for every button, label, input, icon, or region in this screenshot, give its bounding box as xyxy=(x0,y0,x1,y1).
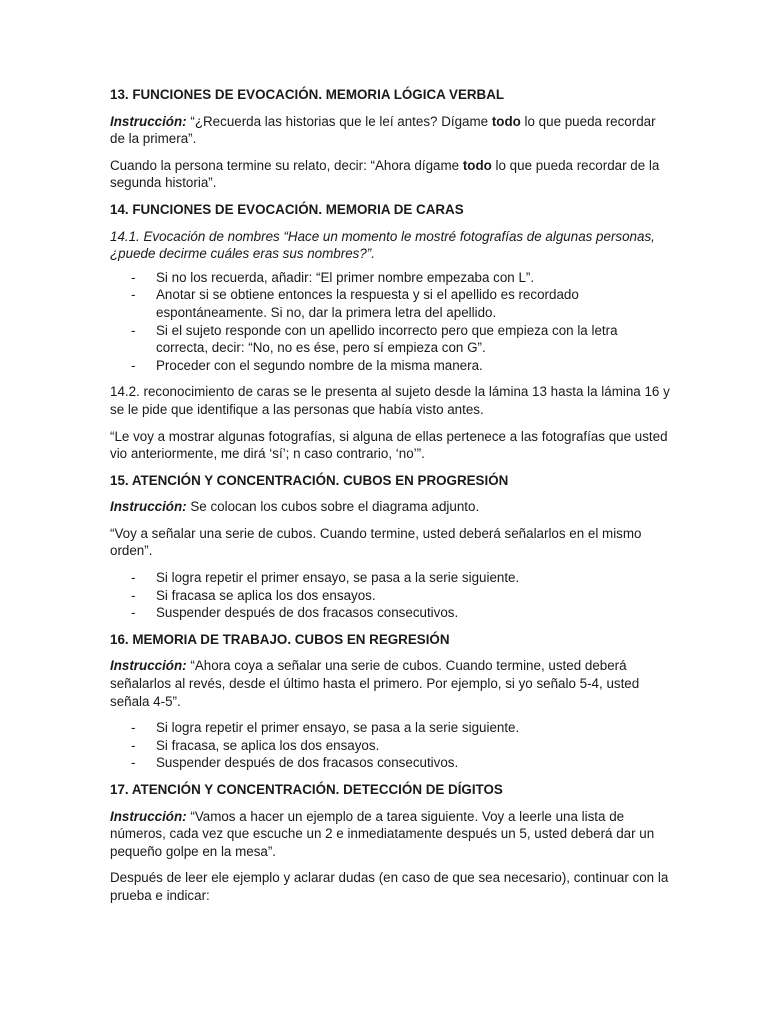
section-14-title: 14. FUNCIONES DE EVOCACIÓN. MEMORIA DE CARAS xyxy=(110,201,464,217)
list-item: - Si el sujeto responde con un apellido incorrecto pero que empieza con la letra correcta, decir: “No, no es ése, pero sí empieza con G”. xyxy=(110,322,670,357)
instruction-label: Instrucción: xyxy=(110,499,187,515)
paragraph-text-post: lo que pueda recordar de la segunda historia”. xyxy=(110,157,660,191)
section-14-list xyxy=(110,269,670,375)
list-item: - Suspender después de dos fracasos consecutivos. xyxy=(110,604,670,622)
section-14-subsection-2: 14.2. reconocimiento de caras se le presenta al sujeto desde la lámina 13 hasta la lámina 16 y se le pide que identifique a las personas que había visto antes. xyxy=(110,384,670,417)
section-17-title: 17. ATENCIÓN Y CONCENTRACIÓN. DETECCIÓN DE DÍGITOS xyxy=(110,782,503,797)
section-16-instruction xyxy=(110,657,670,710)
section-13-title: 13. FUNCIONES DE EVOCACIÓN. MEMORIA LÓGICA VERBAL xyxy=(110,87,505,102)
list-item: - Si logra repetir el primer ensayo, se pasa a la serie siguiente. xyxy=(110,719,670,737)
section-13-instruction xyxy=(110,113,670,148)
paragraph-text-pre: Cuando la persona termine su relato, decir: “Ahora dígame xyxy=(110,157,463,173)
paragraph-bold: todo xyxy=(462,157,492,173)
instruction-label: Instrucción: xyxy=(110,808,187,824)
section-13-paragraph-2 xyxy=(110,157,670,192)
instruction-text-pre: “¿Recuerda las historias que le leí antes? Dígame xyxy=(186,113,492,129)
list-item: - Proceder con el segundo nombre de la misma manera. xyxy=(110,357,670,375)
section-16-list xyxy=(110,719,670,772)
list-item: - Si fracasa, se aplica los dos ensayos. xyxy=(110,737,670,755)
instruction-label: Instrucción: xyxy=(110,113,187,129)
section-17-paragraph-2: Después de leer ele ejemplo y aclarar dudas (en caso de que sea necesario), continuar con la prueba e indicar: xyxy=(110,870,669,903)
instruction-text: “Vamos a hacer un ejemplo de a tarea siguiente. Voy a leerle una lista de números, cada vez que escuche un 2 e inmediatamente después un 5, usted deberá dar un pequeño golpe en la mesa”. xyxy=(110,808,655,859)
section-15-quote: “Voy a señalar una serie de cubos. Cuando termine, usted deberá señalarlos en el mismo orden”. xyxy=(110,525,642,559)
section-14-subsection-1: 14.1. Evocación de nombres “Hace un momento le mostré fotografías de algunas personas, ¿puede decirme cuáles eras sus nombres?”. xyxy=(110,228,655,262)
section-16-title: 16. MEMORIA DE TRABAJO. CUBOS EN REGRESIÓN xyxy=(110,631,450,647)
instruction-bold: todo xyxy=(491,113,521,129)
section-15-list xyxy=(110,569,670,622)
section-15-title: 15. ATENCIÓN Y CONCENTRACIÓN. CUBOS EN PROGRESIÓN xyxy=(110,472,509,488)
instruction-label: Instrucción: xyxy=(110,658,187,674)
list-item: - Anotar si se obtiene entonces la respuesta y si el apellido es recordado espontáneamente. Si no, dar la primera letra del apellido. xyxy=(110,286,670,321)
instruction-text-post: lo que pueda recordar de la primera”. xyxy=(110,113,656,147)
section-17-instruction xyxy=(110,808,670,861)
instruction-text: Se colocan los cubos sobre el diagrama adjunto. xyxy=(186,499,480,515)
list-item: - Suspender después de dos fracasos consecutivos. xyxy=(110,754,670,772)
list-item: - Si no los recuerda, añadir: “El primer nombre empezaba con L”. xyxy=(110,269,670,287)
section-14-quote: “Le voy a mostrar algunas fotografías, si alguna de ellas pertenece a las fotografías que usted vio anteriormente, me dirá ‘sí’; n caso contrario, ‘no’”. xyxy=(110,428,668,462)
section-15-instruction xyxy=(110,498,670,516)
instruction-text: “Ahora coya a señalar una serie de cubos. Cuando termine, usted deberá señalarlos al revés, desde el último hasta el primero. Por ejemplo, si yo señalo 5-4, usted señala 4-5”. xyxy=(110,658,640,709)
list-item: - Si logra repetir el primer ensayo, se pasa a la serie siguiente. xyxy=(110,569,670,587)
list-item: - Si fracasa se aplica los dos ensayos. xyxy=(110,587,670,605)
document-content xyxy=(110,86,670,914)
